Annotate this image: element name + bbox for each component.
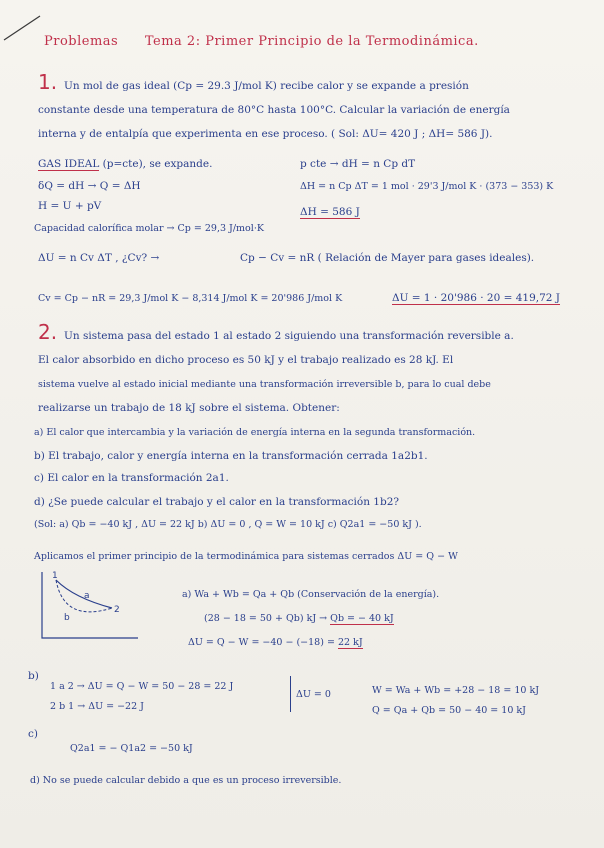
p1-cv-calc: Cv = Cp − nR = 29,3 J/mol K − 8,314 J/mol K = 20'986 J/mol K [38,293,343,304]
state-1-label: 1 [52,571,58,581]
p2-statement-line-2: El calor absorbido en dicho proceso es 50 kJ y el trabajo realizado es 28 kJ. El [38,354,454,366]
p1-statement-line-1: Un mol de gas ideal (Cp = 29.3 J/mol K) recibe calor y se expande a presión [64,80,469,92]
page-title [44,34,594,49]
path-b-label: b [64,613,70,623]
answer-a-3-text: ΔU = Q − W = −40 − (−18) = [188,637,335,648]
gas-ideal-rest: (p=cte), se expande. [102,158,213,170]
p1-enthalpy-def: H = U + pV [38,200,102,212]
p1-pcte: p cte → dH = n Cp dT [300,158,416,170]
dh-result-value: ΔH = 586 J [300,206,360,218]
problem-1-number: 1. [38,70,58,94]
p2-question-c: c) El calor en la transformación 2a1. [34,472,229,484]
du-a-result: 22 kJ [337,637,363,648]
p1-statement-line-2: constante desde una temperatura de 80°C hasta 100°C. Calcular la variación de energía [38,104,510,116]
p2-statement-line-3: sistema vuelve al estado inicial mediante una transformación irreversible b, para lo cual debe [38,379,491,390]
p2-answer-a-2 [204,612,394,625]
state-2-label: 2 [114,605,120,615]
p2-answer-c-label: c) [28,728,38,740]
process-diagram [34,568,144,648]
problem-2-number: 2. [38,320,58,344]
p1-du-question: ΔU = n Cv ΔT , ¿Cv? → [38,252,160,264]
p1-dh-result [300,206,360,219]
p1-dq: δQ = dH → Q = ΔH [38,180,141,192]
p2-statement-line-4: realizarse un trabajo de 18 kJ sobre el sistema. Obtener: [38,402,340,414]
p1-gas-ideal [38,158,212,171]
p2-answer-a-3 [188,636,363,649]
p2-answer-c: Q2a1 = − Q1a2 = −50 kJ [70,743,193,754]
p2-answer-b-w: W = Wa + Wb = +28 − 18 = 10 kJ [372,685,540,696]
p2-first-law: Aplicamos el primer principio de la termodinámica para sistemas cerrados ΔU = Q − W [34,551,458,562]
answer-b-divider [290,676,291,712]
p1-mayer: Cp − Cv = nR ( Relación de Mayer para gases ideales). [240,252,535,264]
p1-dh-calc: ΔH = n Cp ΔT = 1 mol · 29'3 J/mol K · (373 − 353) K [300,181,554,192]
answer-a-2-text: (28 − 18 = 50 + Qb) kJ → [204,613,328,624]
title-problemas: Problemas [44,34,119,49]
du-result-value: ΔU = 1 · 20'986 · 20 = 419,72 J [392,292,561,304]
p1-heat-capacity: Capacidad calorífica molar → Cp = 29,3 J/mol·K [34,223,264,234]
gas-ideal-label: GAS IDEAL [38,158,100,170]
p2-answer-b-q: Q = Qa + Qb = 50 − 40 = 10 kJ [372,705,526,716]
p2-answer-d: d) No se puede calcular debido a que es un proceso irreversible. [30,775,342,786]
p2-answer-b-du: ΔU = 0 [296,689,331,700]
title-tema: Tema 2: Primer Principio de la Termodinámica. [144,34,479,49]
p2-question-d: d) ¿Se puede calcular el trabajo y el calor en la transformación 1b2? [34,496,400,508]
p2-question-b: b) El trabajo, calor y energía interna en la transformación cerrada 1a2b1. [34,450,428,462]
p1-du-result [392,292,560,305]
p2-question-a: a) El calor que intercambia y la variación de energía interna en la segunda transformación. [34,427,476,438]
p1-statement-line-3: interna y de entalpía que experimenta en ese proceso. ( Sol: ΔU= 420 J ; ΔH= 586 J). [38,128,493,140]
p2-answer-b-label: b) [28,670,39,682]
p2-solutions: (Sol: a) Qb = −40 kJ , ΔU = 22 kJ b) ΔU = 0 , Q = W = 10 kJ c) Q2a1 = −50 kJ ). [34,519,422,530]
p2-statement-line-1: Un sistema pasa del estado 1 al estado 2 siguiendo una transformación reversible a. [64,330,514,342]
path-a-label: a [84,591,90,601]
qb-result: Qb = − 40 kJ [330,613,394,624]
p2-answer-b-1: 1 a 2 → ΔU = Q − W = 50 − 28 = 22 J [50,681,234,692]
p2-answer-b-2: 2 b 1 → ΔU = −22 J [50,701,144,712]
p2-answer-a-1: a) Wa + Wb = Qa + Qb (Conservación de la energía). [182,589,440,600]
